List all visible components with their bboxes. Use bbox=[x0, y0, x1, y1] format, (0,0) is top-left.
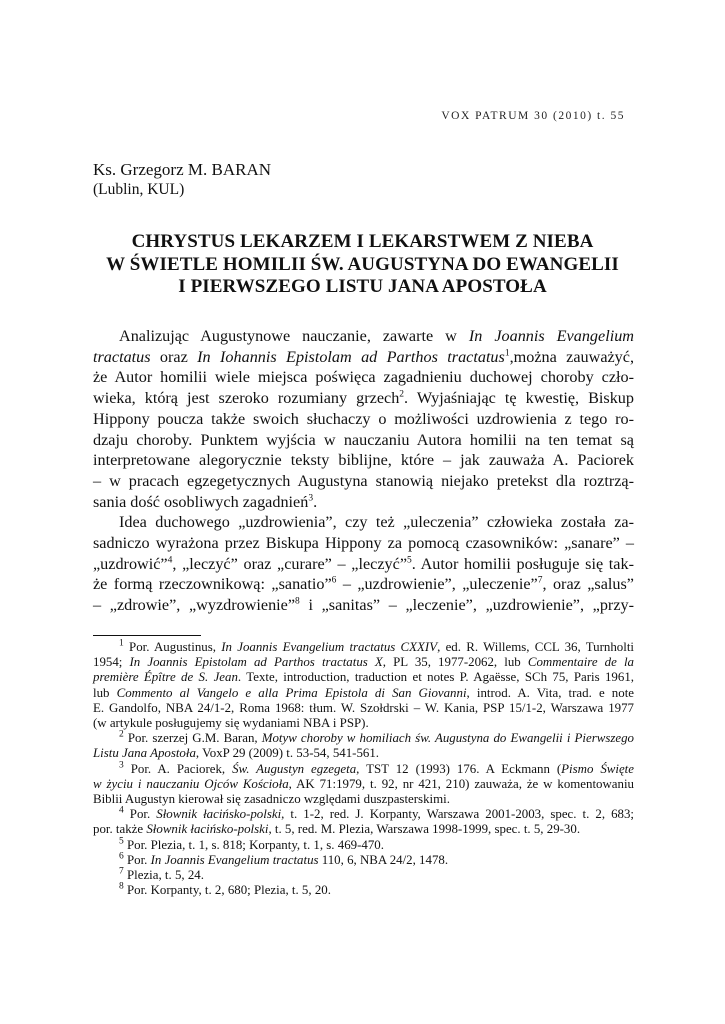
footnote-line: w życiu i nauczaniu Ojców Kościoła, AK 71:1979, t. 92, nr 421, 210) zauważa, że w komentowaniu bbox=[93, 776, 634, 791]
author-affiliation: (Lublin, KUL) bbox=[93, 181, 185, 198]
body-line: wieka, którą jest szeroko rozumiany grzech$^2$. Wyjaśniając tę kwestię, Biskup bbox=[93, 389, 634, 408]
footnote-line: lub Commento al Vangelo e alla Prima Epistola di San Giovanni, introd. A. Vita, trad. e note bbox=[93, 685, 634, 700]
footnote-line: Biblii Augustyn kierował się zasadniczo względami duszpasterskimi. bbox=[93, 792, 450, 807]
body-line: Analizując Augustynowe nauczanie, zawarte w In Joannis Evangelium bbox=[119, 327, 634, 345]
body-line: Hippony poucza także swoich słuchaczy o możliwości uzdrowienia z tego ro- bbox=[93, 409, 634, 428]
title-line-3: I PIERWSZEGO LISTU JANA APOSTOŁA bbox=[178, 276, 547, 297]
footnote-6: $^6$ Por. In Joannis Evangelium tractatus 110, 6, NBA 24/2, 1478. bbox=[119, 851, 449, 867]
body-text bbox=[93, 326, 634, 616]
running-header: VOX PATRUM 30 (2010) t. 55 bbox=[441, 110, 625, 122]
body-line: sadniczo wyrażona przez Biskupa Hippony za pomocą czasowników: „sanare” – bbox=[93, 534, 634, 553]
footnote-line: première Épître de S. Jean. Texte, introduction, traduction et notes P. Agaësse, SCh 75, Paris 1961, bbox=[93, 670, 634, 685]
title-line-2: W ŚWIETLE HOMILII ŚW. AUGUSTYNA DO EWANGELII bbox=[106, 253, 619, 275]
footnote-3: $^3$ Por. A. Paciorek, Św. Augustyn egzegeta, TST 12 (1993) 176. A Eckmann (Pismo Święte bbox=[119, 760, 634, 776]
footnote-2: $^2$ Por. szerzej G.M. Baran, Motyw choroby w homiliach św. Augustyna do Ewangelii i Pierwszego bbox=[119, 729, 634, 746]
footnote-ref: 6 bbox=[331, 576, 337, 587]
body-line: sania dość osobliwych zagadnień$^3$. bbox=[93, 492, 318, 511]
body-line: – w pracach egzegetycznych Augustyna stanowią niejako pretekst dla roztrzą- bbox=[93, 471, 634, 490]
footnote-5: $^5$ Por. Plezia, t. 1, s. 818; Korpanty, t. 1, s. 469-470. bbox=[119, 836, 384, 852]
footnote-line: E. Gandolfo, NBA 24/1-2, Roma 1968: tłum. W. Szołdrski – W. Kania, PSP 15/1-2, Warszawa 1977 bbox=[93, 700, 634, 715]
footnote-1: $^1$ Por. Augustinus, In Joannis Evangelium tractatus CXXIV, ed. R. Willems, CCL 36, Turnholti bbox=[119, 638, 634, 654]
footnote-ref: 1 bbox=[504, 348, 510, 359]
footnote-8: $^8$ Por. Korpanty, t. 2, 680; Plezia, t. 5, 20. bbox=[119, 881, 331, 898]
footnote-ref: 5 bbox=[407, 555, 412, 566]
body-line: tractatus oraz In Iohannis Epistolam ad Parthos tractatus$^1$,można zauważyć, bbox=[93, 347, 635, 366]
footnote-ref: 4 bbox=[167, 555, 173, 566]
body-line: dzaju choroby. Punktem wyjścia w nauczaniu Autora homilii na ten temat są bbox=[93, 430, 634, 449]
footnotes bbox=[93, 640, 634, 898]
body-line: interpretowane alegorycznie teksty biblijne, które – jak zauważa A. Paciorek bbox=[93, 451, 634, 470]
title-line-1: CHRYSTUS LEKARZEM I LEKARSTWEM Z NIEBA bbox=[131, 231, 594, 252]
footnote-line: Listu Jana Apostoła, VoxP 29 (2009) t. 53-54, 541-561. bbox=[93, 746, 380, 761]
body-line: że Autor homilii wiele miejsca poświęca zagadnieniu duchowej choroby czło- bbox=[93, 368, 634, 387]
footnote-ref: 7 bbox=[537, 576, 543, 587]
footnote-line: 1954; In Joannis Epistolam ad Parthos tractatus X, PL 35, 1977-2062, lub Commentaire de la bbox=[93, 655, 634, 670]
footnote-7: $^7$ Plezia, t. 5, 24. bbox=[119, 866, 204, 883]
footnote-ref: 2 bbox=[399, 389, 405, 400]
footnote-separator bbox=[93, 635, 201, 636]
body-line: – „zdrowie”, „wyzdrowienie”$^8$ i „sanitas” – „leczenie”, „uzdrowienie”, „przy- bbox=[93, 596, 634, 615]
footnote-ref: 3 bbox=[308, 493, 314, 504]
body-line: „uzdrowić”$^4$, „leczyć” oraz „curare” – „leczyć”$^5$. Autor homilii posługuje się tak- bbox=[93, 554, 634, 573]
article-title bbox=[60, 231, 665, 299]
footnote-4: $^4$ Por. Słownik łacińsko-polski, t. 1-2, red. J. Korpanty, Warszawa 2001-2003, spec. t. 2, 683; bbox=[119, 805, 634, 822]
body-line: Idea duchowego „uzdrowienia”, czy też „uleczenia” człowieka została za- bbox=[119, 513, 634, 532]
footnote-line: (w artykule posługujemy się wydaniami NBA i PSP). bbox=[93, 716, 369, 731]
author-name: Ks. Grzegorz M. BARAN bbox=[93, 160, 272, 179]
body-line: że formą rzeczownikową: „sanatio”$^6$ – „uzdrowienie”, „uleczenie”$^7$, oraz „salus” bbox=[93, 575, 634, 594]
footnote-line: por. także Słownik łacińsko-polski, t. 5, red. M. Plezia, Warszawa 1998-1999, spec. t. 5, 29-30. bbox=[93, 822, 581, 837]
footnote-ref: 8 bbox=[295, 596, 300, 607]
